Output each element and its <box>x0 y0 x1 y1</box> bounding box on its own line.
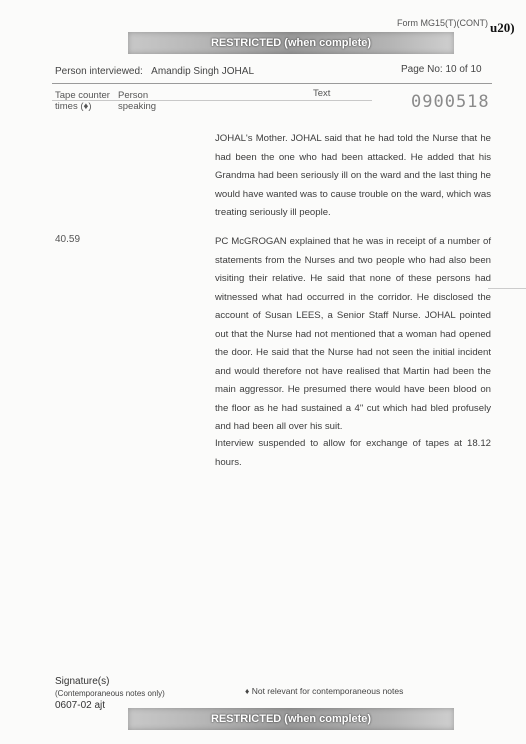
column-header-text: Text <box>313 88 331 99</box>
banner-bottom-text: RESTRICTED (when complete) <box>210 713 372 725</box>
transcript-paragraph: Interview suspended to allow for exchange of tapes at 18.12 hours. <box>215 438 491 468</box>
restricted-banner-top <box>128 32 454 54</box>
column-header-person-speaking: Person speaking <box>118 90 157 112</box>
tape-counter-time: 40.59 <box>55 234 81 245</box>
transcript-paragraph: PC McGROGAN explained that he was in receipt of a number of statements from the Nurses and two people who had also been visiting their relative. He said that none of these persons had witnessed what had occurred in the corridor. He disclosed the account of Susan LEES, a Senior Staff Nurse. JOHAL pointed out that the Nurse had not mentioned that a woman had opened the door. He said that the Nurse had not seen the initial incident and would therefore not have realised that Martin had been the main aggressor. He presumed there would have been blood on the floor as he had sustained a 4" cut which had bled profusely and had been all over his suit. <box>215 236 491 432</box>
person-interviewed <box>55 66 254 77</box>
reference-code: 0607-02 ajt <box>55 700 106 711</box>
page-number: Page No: 10 of 10 <box>401 64 482 75</box>
header-divider <box>52 83 492 84</box>
document-number-stamp: 0900518 <box>411 92 490 112</box>
banner-top-text: RESTRICTED (when complete) <box>210 37 372 49</box>
transcript-paragraph: JOHAL's Mother. JOHAL said that he had told the Nurse that he had been the one who had been attacked. He added that his Grandma had been seriously ill on the ward and the last thing he would have wanted was to cause trouble on the ward, which was treating seriously ill people. <box>215 133 491 218</box>
signature-sublabel: (Contemporaneous notes only) <box>55 689 165 698</box>
footnote: ♦ Not relevant for contemporaneous notes <box>245 686 404 696</box>
restricted-banner-bottom <box>128 708 454 730</box>
column-header-tape-counter: Tape counter times (♦) <box>55 90 110 112</box>
margin-mark <box>488 288 526 289</box>
handwritten-reference: u20) <box>490 20 515 35</box>
person-interviewed-name: Amandip Singh JOHAL <box>151 66 255 77</box>
signature-label: Signature(s) <box>55 676 110 687</box>
person-interviewed-label: Person interviewed: <box>55 66 143 77</box>
form-reference: Form MG15(T)(CONT) <box>397 18 488 28</box>
signature-block <box>55 676 165 712</box>
